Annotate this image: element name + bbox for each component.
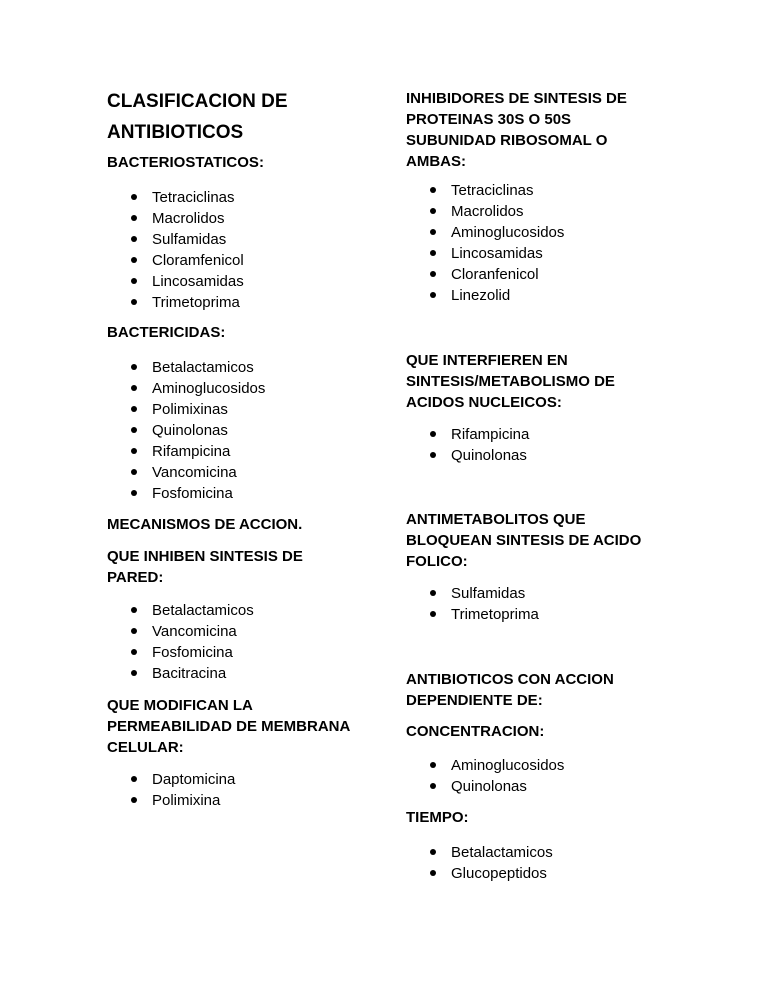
bullet-icon	[430, 187, 436, 193]
pared-list	[107, 600, 254, 684]
bullet-icon	[131, 427, 137, 433]
bullet-icon	[131, 607, 137, 613]
bullet-icon	[131, 776, 137, 782]
list-item: Lincosamidas	[107, 271, 244, 292]
bullet-icon	[430, 431, 436, 437]
list-item: Macrolidos	[406, 201, 564, 222]
antimetabolitos-list	[406, 583, 539, 625]
bullet-icon	[131, 448, 137, 454]
tiempo-heading: TIEMPO:	[406, 809, 469, 826]
bullet-icon	[430, 590, 436, 596]
bullet-icon	[430, 762, 436, 768]
list-item: Rifampicina	[107, 441, 265, 462]
list-item: Tetraciclinas	[406, 180, 564, 201]
bullet-icon	[131, 385, 137, 391]
list-item: Linezolid	[406, 285, 564, 306]
list-item: Betalactamicos	[107, 600, 254, 621]
bullet-icon	[430, 271, 436, 277]
list-item: Quinolonas	[107, 420, 265, 441]
proteinas-heading: INHIBIDORES DE SINTESIS DE PROTEINAS 30S O 50S SUBUNIDAD RIBOSOMAL O AMBAS:	[406, 90, 627, 170]
bullet-icon	[131, 406, 137, 412]
bullet-icon	[430, 208, 436, 214]
list-item: Quinolonas	[406, 776, 564, 797]
bullet-icon	[131, 278, 137, 284]
list-item: Betalactamicos	[406, 842, 553, 863]
bullet-icon	[131, 649, 137, 655]
bullet-icon	[131, 215, 137, 221]
tiempo-list	[406, 842, 553, 884]
title-line-2: ANTIBIOTICOS	[107, 122, 244, 143]
accion-dependiente-heading: ANTIBIOTICOS CON ACCION DEPENDIENTE DE:	[406, 671, 614, 709]
list-item: Trimetoprima	[107, 292, 244, 313]
bullet-icon	[131, 797, 137, 803]
acidos-nucleicos-heading: QUE INTERFIEREN EN SINTESIS/METABOLISMO DE ACIDOS NUCLEICOS:	[406, 352, 615, 411]
bullet-icon	[430, 783, 436, 789]
list-item: Vancomicina	[107, 621, 254, 642]
concentracion-heading: CONCENTRACION:	[406, 723, 545, 740]
list-item: Trimetoprima	[406, 604, 539, 625]
bullet-icon	[430, 250, 436, 256]
bullet-icon	[131, 490, 137, 496]
list-item: Sulfamidas	[107, 229, 244, 250]
acidos-nucleicos-list	[406, 424, 529, 466]
title-line-1: CLASIFICACION DE	[107, 91, 288, 112]
list-item: Cloranfenicol	[406, 264, 564, 285]
list-item: Bacitracina	[107, 663, 254, 684]
list-item: Fosfomicina	[107, 642, 254, 663]
bullet-icon	[430, 611, 436, 617]
bacteriostaticos-heading: BACTERIOSTATICOS:	[107, 154, 264, 171]
bullet-icon	[131, 628, 137, 634]
bactericidas-heading: BACTERICIDAS:	[107, 324, 226, 341]
list-item: Fosfomicina	[107, 483, 265, 504]
bullet-icon	[430, 849, 436, 855]
concentracion-list	[406, 755, 564, 797]
proteinas-list	[406, 180, 564, 306]
list-item: Aminoglucosidos	[406, 755, 564, 776]
bullet-icon	[131, 299, 137, 305]
list-item: Tetraciclinas	[107, 187, 244, 208]
membrana-heading: QUE MODIFICAN LA PERMEABILIDAD DE MEMBRANA CELULAR:	[107, 697, 351, 756]
list-item: Quinolonas	[406, 445, 529, 466]
list-item: Glucopeptidos	[406, 863, 553, 884]
list-item: Vancomicina	[107, 462, 265, 483]
list-item: Aminoglucosidos	[406, 222, 564, 243]
list-item: Polimixinas	[107, 399, 265, 420]
list-item: Betalactamicos	[107, 357, 265, 378]
list-item: Lincosamidas	[406, 243, 564, 264]
bullet-icon	[131, 364, 137, 370]
bullet-icon	[131, 257, 137, 263]
membrana-list	[107, 769, 235, 811]
bullet-icon	[131, 670, 137, 676]
bullet-icon	[430, 452, 436, 458]
bullet-icon	[430, 870, 436, 876]
list-item: Rifampicina	[406, 424, 529, 445]
bullet-icon	[430, 229, 436, 235]
bullet-icon	[131, 236, 137, 242]
bullet-icon	[430, 292, 436, 298]
bacteriostaticos-list	[107, 187, 244, 313]
list-item: Polimixina	[107, 790, 235, 811]
list-item: Macrolidos	[107, 208, 244, 229]
pared-heading: QUE INHIBEN SINTESIS DE PARED:	[107, 548, 303, 586]
list-item: Aminoglucosidos	[107, 378, 265, 399]
list-item: Cloramfenicol	[107, 250, 244, 271]
document-title	[107, 86, 288, 148]
bullet-icon	[131, 469, 137, 475]
list-item: Daptomicina	[107, 769, 235, 790]
mecanismos-heading: MECANISMOS DE ACCION.	[107, 516, 303, 533]
bactericidas-list	[107, 357, 265, 504]
antimetabolitos-heading: ANTIMETABOLITOS QUE BLOQUEAN SINTESIS DE ACIDO FOLICO:	[406, 511, 642, 570]
bullet-icon	[131, 194, 137, 200]
list-item: Sulfamidas	[406, 583, 539, 604]
